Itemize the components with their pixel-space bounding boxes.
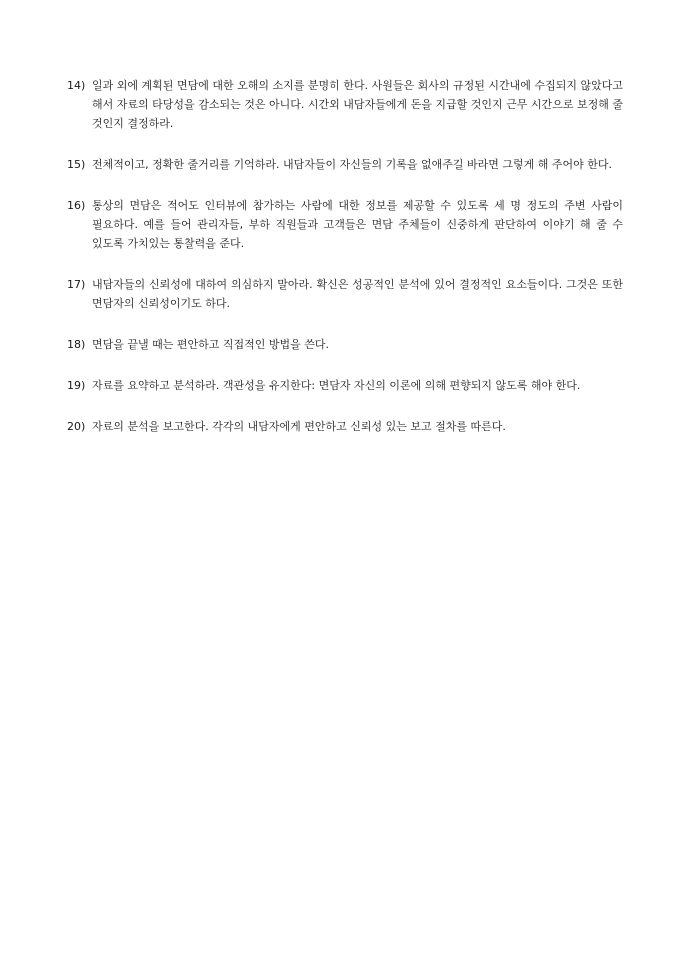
- item-text: 전체적이고, 정확한 줄거리를 기억하라. 내담자들이 자신들의 기록을 없애주길 바라면 그렇게 해 주어야 한다.: [92, 158, 612, 171]
- item-number: 16): [67, 199, 86, 212]
- list-item-15: [67, 155, 623, 174]
- item-text: 면담을 끝낼 때는 편안하고 직접적인 방법을 쓴다.: [92, 338, 329, 351]
- list-item-18: [67, 335, 623, 354]
- item-text: 자료의 분석을 보고한다. 각각의 내담자에게 편안하고 신뢰성 있는 보고 절차를 따른다.: [92, 420, 506, 433]
- list-item-16: [67, 196, 623, 253]
- item-number: 15): [67, 158, 86, 171]
- item-number: 20): [67, 420, 86, 433]
- list-item-14: [67, 76, 623, 133]
- list-item-20: [67, 417, 623, 436]
- numbered-guidelines-list: [67, 76, 623, 458]
- item-text: 내담자들의 신뢰성에 대하여 의심하지 말아라. 확신은 성공적인 분석에 있어 결정적인 요소들이다. 그것은 또한 면담자의 신뢰성이기도 하다.: [92, 278, 623, 310]
- item-number: 19): [67, 379, 86, 392]
- item-text: 일과 외에 계획된 면담에 대한 오해의 소지를 분명히 한다. 사원들은 회사의 규정된 시간내에 수집되지 않았다고 해서 자료의 타당성을 감소되는 것은 아니다. 시간외 내담자들에게 돈을 지급할 것인지 근무 시간으로 보정해 줄 것인지 결정하라.: [92, 79, 623, 130]
- list-item-17: [67, 275, 623, 313]
- list-item-19: [67, 376, 623, 395]
- item-text: 통상의 면담은 적어도 인터뷰에 참가하는 사람에 대한 정보를 제공할 수 있도록 세 명 정도의 주변 사람이 필요하다. 예를 들어 관리자들, 부하 직원들과 고객들은 면담 주체들이 신중하게 판단하여 이야기 해 줄 수 있도록 가치있는 통찰력을 준다.: [92, 199, 623, 250]
- item-number: 17): [67, 278, 86, 291]
- item-text: 자료를 요약하고 분석하라. 객관성을 유지한다: 면담자 자신의 이론에 의해 편향되지 않도록 해야 한다.: [92, 379, 581, 392]
- item-number: 18): [67, 338, 86, 351]
- item-number: 14): [67, 79, 86, 92]
